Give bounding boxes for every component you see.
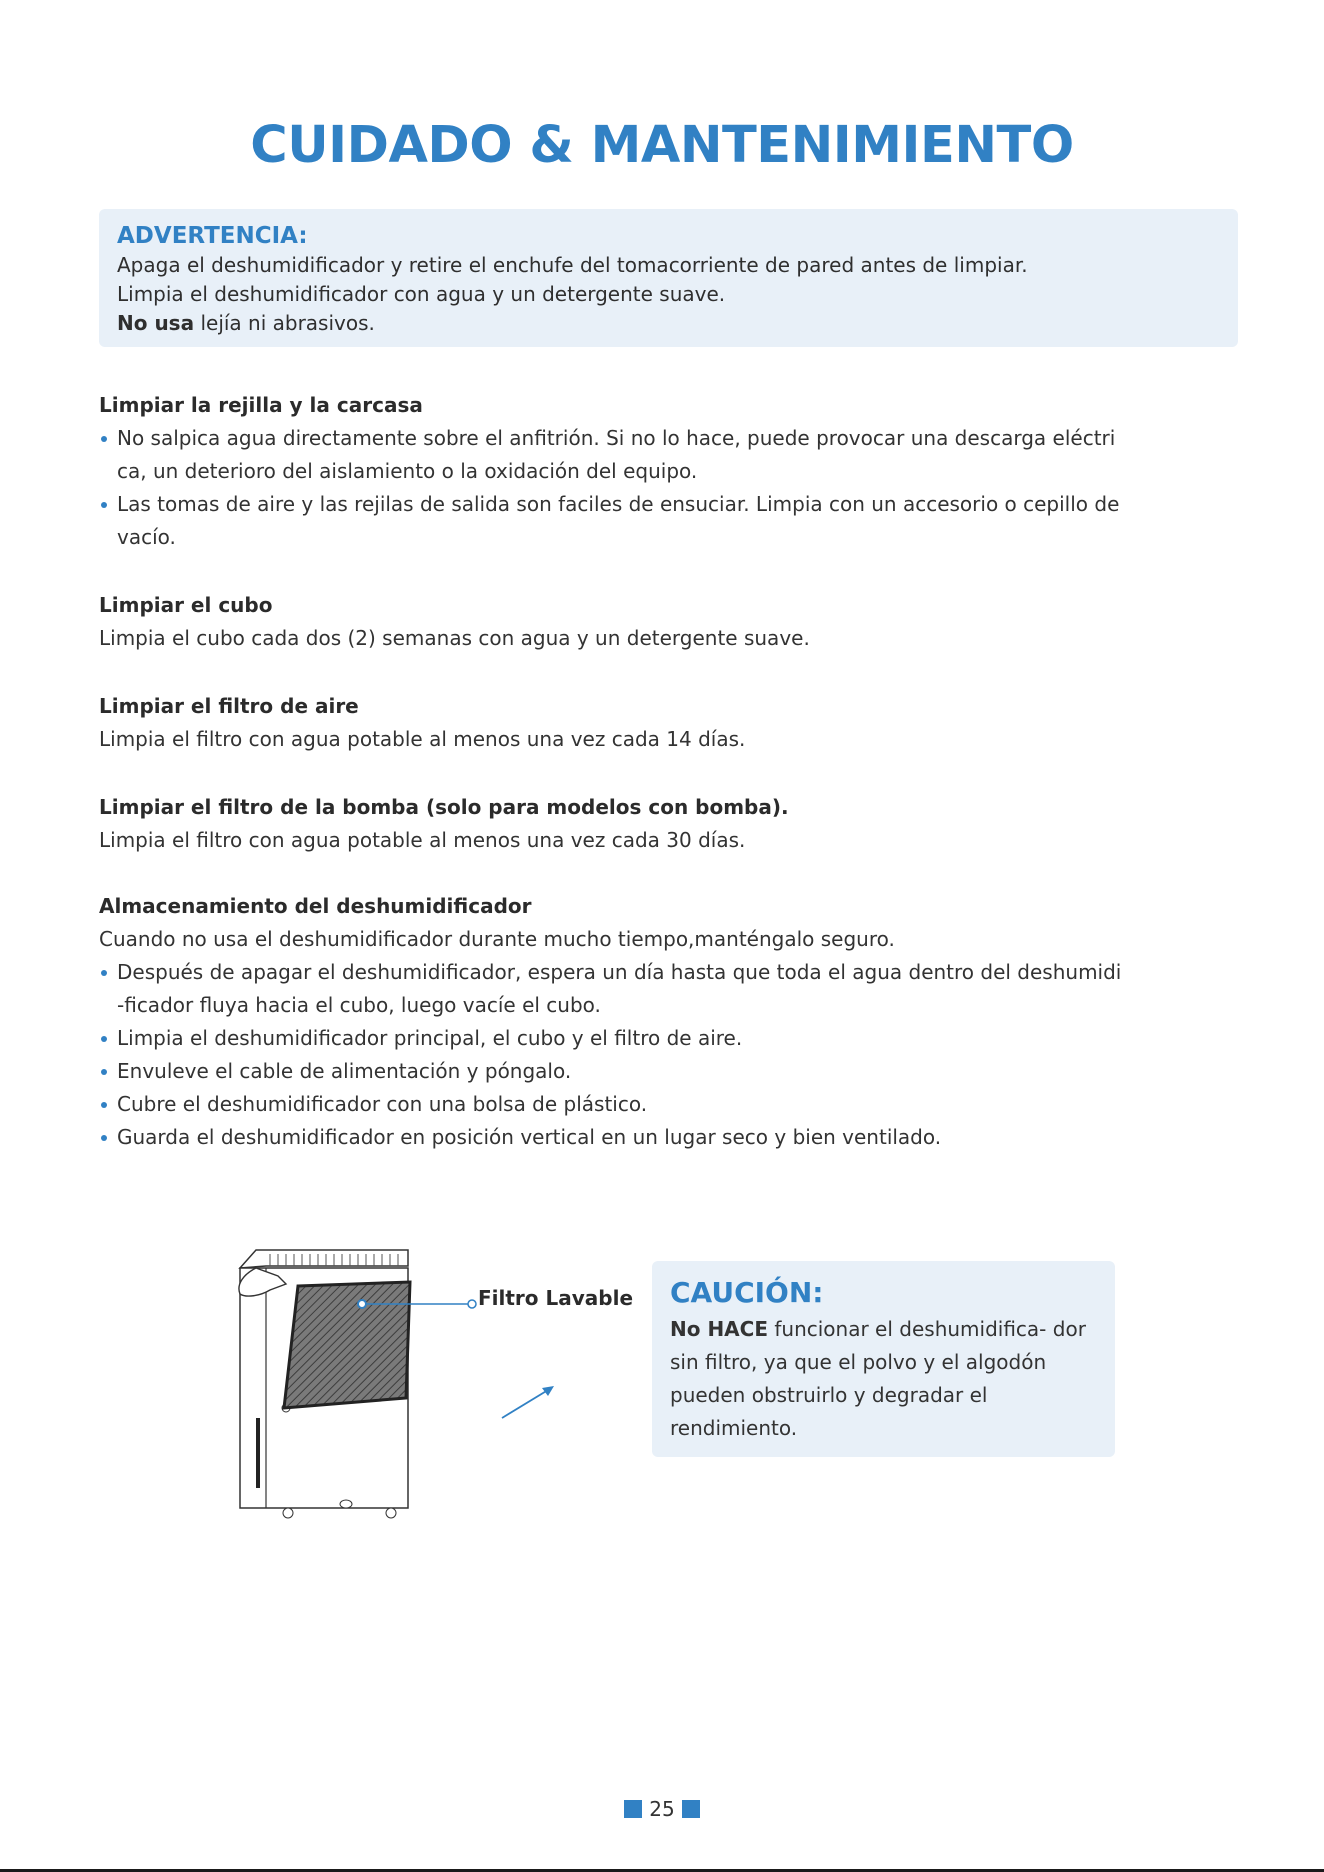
section-text: Limpia el filtro con agua potable al menos una vez cada 14 días.: [99, 727, 746, 751]
page-footer: [0, 1796, 1324, 1822]
warning-title: ADVERTENCIA:: [117, 223, 308, 249]
section-title: Limpiar el cubo: [99, 593, 273, 617]
bullet-icon: [101, 436, 107, 442]
list-item: Guarda el deshumidificador en posición vertical en un lugar seco y bien ventilado.: [99, 1121, 1249, 1154]
bullet-icon: [101, 1069, 107, 1075]
list-item: Limpia el deshumidificador principal, el cubo y el filtro de aire.: [99, 1022, 1249, 1055]
list-item: Envuleve el cable de alimentación y póngalo.: [99, 1055, 1249, 1088]
section-air-filter: [99, 690, 1249, 756]
bullet-icon: [101, 1135, 107, 1141]
section-grille: [99, 389, 1249, 554]
list-item: Cubre el deshumidificador con una bolsa de plástico.: [99, 1088, 1249, 1121]
section-bucket: [99, 589, 1249, 655]
warning-line-2: Limpia el deshumidificador con agua y un detergente suave.: [117, 282, 726, 306]
caution-bold: No HACE: [670, 1317, 768, 1341]
dehumidifier-illustration: [226, 1238, 646, 1528]
list-item: Las tomas de aire y las rejilas de salida son faciles de ensuciar. Limpia con un accesorio o cepillo de vacío.: [99, 488, 1249, 554]
arrow-icon: [498, 1382, 558, 1422]
section-title: Limpiar el filtro de aire: [99, 694, 359, 718]
section-title: Almacenamiento del deshumidificador: [99, 894, 532, 918]
section-text: Cuando no usa el deshumidificador durante mucho tiempo,manténgalo seguro.: [99, 927, 895, 951]
section-text: Limpia el filtro con agua potable al menos una vez cada 30 días.: [99, 828, 746, 852]
list-item: Después de apagar el deshumidificador, espera un día hasta que toda el agua dentro del deshumidi -ficador fluya hacia el cubo, luego vacíe el cubo.: [99, 956, 1249, 1022]
caution-body: funcionar el deshumidifica- dor sin filtro, ya que el polvo y el algodón pueden obstruirlo y degradar el rendimiento.: [670, 1317, 1086, 1440]
warning-line-1: Apaga el deshumidificador y retire el enchufe del tomacorriente de pared antes de limpiar.: [117, 253, 1028, 277]
bullet-icon: [101, 502, 107, 508]
page-number: 25: [649, 1797, 675, 1821]
section-title: Limpiar la rejilla y la carcasa: [99, 393, 423, 417]
bullet-icon: [101, 1102, 107, 1108]
section-title: Limpiar el filtro de la bomba (solo para modelos con bomba).: [99, 795, 789, 819]
warning-box: [99, 209, 1238, 347]
section-pump-filter: [99, 791, 1249, 857]
warning-line-3-text: lejía ni abrasivos.: [194, 311, 375, 335]
list-item: No salpica agua directamente sobre el anfitrión. Si no lo hace, puede provocar una descarga eléctri ca, un deterioro del aislamiento o la oxidación del equipo.: [99, 422, 1249, 488]
page-title: CUIDADO & MANTENIMIENTO: [250, 116, 1074, 175]
square-icon: [682, 1800, 700, 1818]
section-storage: [99, 890, 1249, 1154]
filter-label: Filtro Lavable: [478, 1286, 634, 1310]
section-text: Limpia el cubo cada dos (2) semanas con agua y un detergente suave.: [99, 626, 810, 650]
square-icon: [624, 1800, 642, 1818]
caution-text: [670, 1313, 1100, 1445]
caution-box: [652, 1261, 1115, 1457]
warning-line-3: [117, 309, 375, 338]
bullet-icon: [101, 970, 107, 976]
warning-bold: No usa: [117, 311, 195, 335]
bullet-icon: [101, 1036, 107, 1042]
caution-title: CAUCIÓN:: [670, 1276, 824, 1309]
